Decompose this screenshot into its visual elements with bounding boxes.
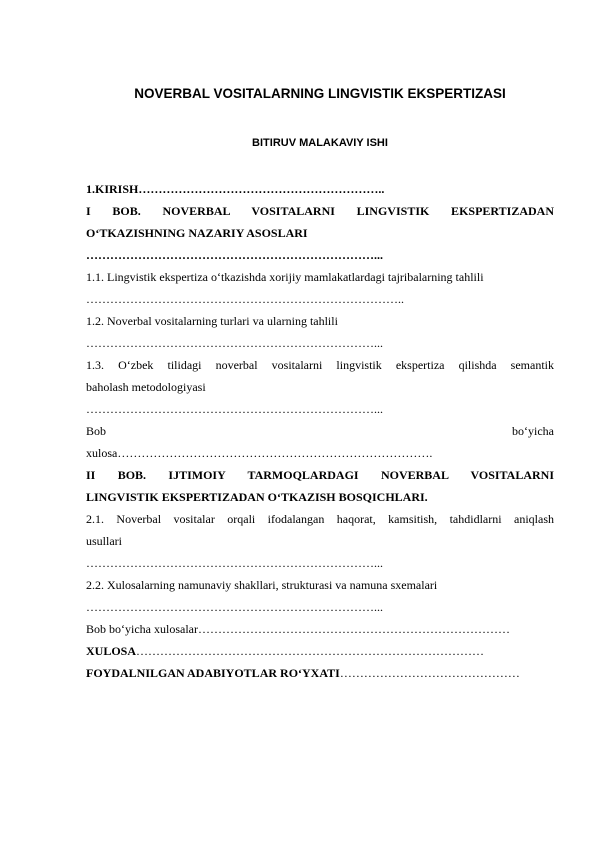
- toc-chapter1-leader: ………………………………………………………………...: [86, 248, 383, 262]
- toc-chapter2-heading-line2: LINGVISTIK EKSPERTIZADAN O‘TKAZISH BOSQICHLARI.: [86, 490, 428, 504]
- toc-section-1-1-leader: ……………………………………………………………………..: [86, 292, 404, 306]
- toc-chapter2-heading-line1: II BOB. IJTIMOIY TARMOQLARDAGI NOVERBAL VOSITALARNI: [86, 468, 554, 482]
- document-title: NOVERBAL VOSITALARNING LINGVISTIK EKSPERTIZASI: [134, 86, 506, 101]
- document-subtitle: BITIRUV MALAKAVIY ISHI: [252, 137, 388, 149]
- toc-references-label: FOYDALNILGAN ADABIYOTLAR RO‘YXATI: [86, 666, 340, 680]
- toc-conclusion-leader: ……………………………………………………………………………: [136, 644, 485, 658]
- toc-section-1-3-leader: ………………………………………………………………...: [86, 402, 383, 416]
- toc-section-1-1: 1.1. Lingvistik ekspertiza o‘tkazishda xorijiy mamlakatlardagi tajribalarning tahlili: [86, 270, 484, 284]
- toc-section-1-2-leader: ………………………………………………………………...: [86, 336, 383, 350]
- toc-section-2-2: 2.2. Xulosalarning namunaviy shakllari, strukturasi va namuna sxemalari: [86, 578, 438, 592]
- toc-chapter1-summary-line1: [86, 420, 554, 442]
- toc-intro: 1.KIRISH……………………………………………………..: [86, 182, 385, 196]
- toc-chapter1-summary-line2: xulosa…………………………………………………………………….: [86, 446, 433, 460]
- toc-chapter1-heading-line1: I BOB. NOVERBAL VOSITALARNI LINGVISTIK EKSPERTIZADAN: [86, 204, 554, 218]
- toc-chapter1-summary-left: Bob: [86, 424, 107, 438]
- toc-chapter1-summary-right: bo‘yicha: [512, 424, 554, 438]
- table-of-contents: [86, 178, 554, 684]
- toc-section-2-2-leader: ………………………………………………………………...: [86, 600, 383, 614]
- toc-chapter2-summary-leader: ……………………………………………………………………: [197, 622, 510, 636]
- toc-chapter2-summary: [86, 618, 554, 640]
- toc-conclusion: [86, 640, 554, 662]
- toc-section-2-1-line1: 2.1. Noverbal vositalar orqali ifodalangan haqorat, kamsitish, tahdidlarni aniqlash: [86, 512, 554, 526]
- document-page: [86, 0, 554, 842]
- toc-references: [86, 662, 554, 684]
- toc-chapter1-heading-line2: O‘TKAZISHNING NAZARIY ASOSLARI: [86, 226, 308, 240]
- toc-conclusion-label: XULOSA: [86, 644, 137, 658]
- toc-section-2-1-leader: ………………………………………………………………...: [86, 556, 383, 570]
- toc-chapter2-summary-label: Bob bo‘yicha xulosalar: [86, 622, 198, 636]
- toc-references-leader: ………………………………………: [339, 666, 520, 680]
- toc-section-2-1-line2: usullari: [86, 534, 122, 548]
- toc-section-1-3-line1: 1.3. O‘zbek tilidagi noverbal vositalarni lingvistik ekspertiza qilishda semantik: [86, 358, 554, 372]
- toc-section-1-2: 1.2. Noverbal vositalarning turlari va ularning tahlili: [86, 314, 338, 328]
- toc-section-1-3-line2: baholash metodologiyasi: [86, 380, 206, 394]
